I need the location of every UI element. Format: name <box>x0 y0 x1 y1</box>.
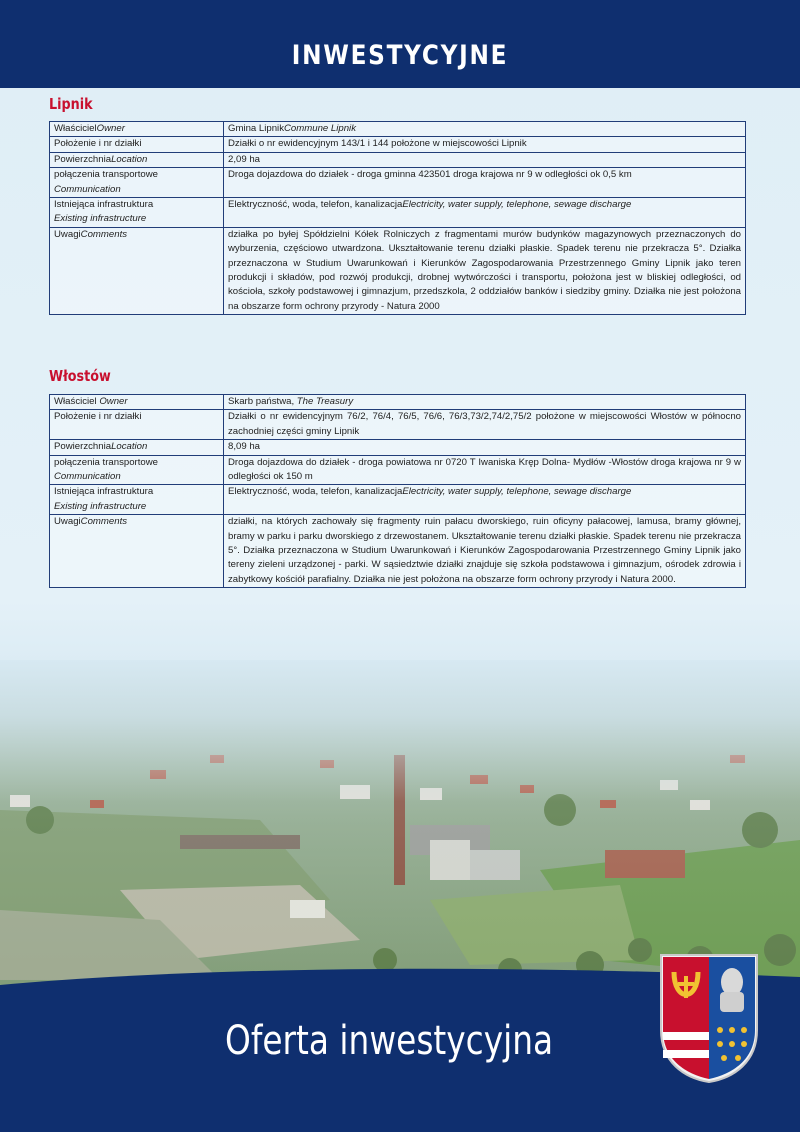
table-row <box>50 137 746 152</box>
row-value: działki, na których zachowały się fragmenty ruin pałacu dworskiego, ruin oficyny pałacowej, lamusa, bramy głównej, bramy w parku i parku dworskiego z drzewostanem. Ukształtowanie terenu działki płaskie. Spadek terenu nie przekracza 5°. Działka przeznaczona w Studium Uwarunkowań i Kierunków Zagospodarowania Przestrzennego Gminy Lipnik jako tereny zieleni urządzonej - parki. W sąsiedztwie działki znajduje się szkoła podstawowa i gimnazjum, ośrodek zdrowia i zabytkowy kościół parafialny. Działka nie jest położona na obszarze form ochrony przyrody i Natura 2000. <box>228 516 741 585</box>
row-label: Uwagi <box>54 516 81 528</box>
row-value: Droga dojazdowa do działek - droga powiatowa nr 0720 T Iwaniska Kręp Dolna- Mydłów -Włostów droga krajowa nr 9 w odległości ok 150 m <box>228 456 741 482</box>
row-value-en: Electricity, water supply, telephone, sewage discharge <box>402 486 632 498</box>
row-value: Gmina Lipnik <box>228 123 284 134</box>
row-value: Skarb państwa, <box>228 396 297 407</box>
row-label-en: Location <box>111 441 148 453</box>
row-value: działka po byłej Spółdzielni Kółek Rolniczych z fragmentami murów budynków magazynowych przeznaczonych do wyburzenia, częściowo utwardzona. Ukształtowanie terenu działki płaskie. Spadek terenu nie przekracza 5°. Działka przeznaczona w Studium Uwarunkowań i Kierunków Zagospodarowania Przestrzennego Gminy Lipnik jako teren produkcji i składów, pod rozwój produkcji, drobnej wytwórczości i transportu, położona jest w bliskiej odległości, od kościoła, szkoły podstawowej i gimnazjum, przedszkola, 2 oddziałów banków i siedziby gminy. Działka nie jest położona na obszarze form ochrony przyrody - Natura 2000 <box>228 228 741 312</box>
table-row <box>50 485 746 515</box>
section-title-lipnik: Lipnik <box>49 95 93 113</box>
row-value: 8,09 ha <box>228 441 261 453</box>
table-row <box>50 227 746 314</box>
header-band <box>0 0 800 88</box>
section-title-wlostow: Włostów <box>49 367 111 385</box>
table-row <box>50 197 746 227</box>
row-label-en: Location <box>111 153 148 165</box>
row-label: Powierzchnia <box>54 153 112 165</box>
row-value: Elektryczność, woda, telefon, kanalizacja <box>228 198 403 210</box>
row-value: 2,09 ha <box>228 153 261 165</box>
row-label: Powierzchnia <box>54 441 112 453</box>
row-label-en: Comments <box>80 516 128 528</box>
page-title: INWESTYCYJNE <box>291 40 509 71</box>
row-label: Właściciel <box>54 123 97 134</box>
row-value: Działki o nr ewidencyjnym 76/2, 76/4, 76/5, 76/6, 76/3,73/2,74/2,75/2 położone w miejscowości Włostów w północno zachodniej części gminy Lipnik <box>228 411 741 437</box>
table-row <box>50 168 746 198</box>
row-label-en: Existing infrastructure <box>54 500 147 512</box>
table-row <box>50 515 746 588</box>
table-row <box>50 395 746 410</box>
row-label: Właściciel <box>54 396 97 407</box>
wlostow-table <box>49 394 746 588</box>
row-label-en: Communication <box>54 183 121 195</box>
row-label: Istniejąca infrastruktura <box>54 486 154 498</box>
row-label: Położenie i nr działki <box>54 411 142 423</box>
table-row <box>50 410 746 440</box>
row-label-en: Owner <box>99 396 128 407</box>
row-label-en: Existing infrastructure <box>54 213 147 225</box>
row-label-en: Owner <box>96 123 125 134</box>
row-label: Położenie i nr działki <box>54 138 142 150</box>
row-label-en: Communication <box>54 470 121 482</box>
row-value-en: Electricity, water supply, telephone, sewage discharge <box>402 198 632 210</box>
row-value-en: The Treasury <box>296 396 354 407</box>
table-row <box>50 455 746 485</box>
row-label: połączenia transportowe <box>54 456 158 468</box>
row-label: połączenia transportowe <box>54 169 158 181</box>
table-row <box>50 440 746 455</box>
row-label-en: Comments <box>80 228 128 240</box>
row-label: Istniejąca infrastruktura <box>54 198 154 210</box>
row-value-en: Commune Lipnik <box>284 123 356 134</box>
row-value: Droga dojazdowa do działek - droga gminna 423501 droga krajowa nr 9 w odległości ok 0,5 km <box>228 169 632 181</box>
row-value: Elektryczność, woda, telefon, kanalizacja <box>228 486 403 498</box>
table-row <box>50 152 746 167</box>
footer-title: Oferta inwestycyjna <box>225 1018 554 1064</box>
lipnik-table <box>49 121 746 315</box>
row-label: Uwagi <box>54 228 81 240</box>
table-row <box>50 122 746 137</box>
row-value: Działki o nr ewidencyjnym 143/1 i 144 położone w miejscowości Lipnik <box>228 138 527 150</box>
coat-of-arms-icon <box>658 952 760 1084</box>
